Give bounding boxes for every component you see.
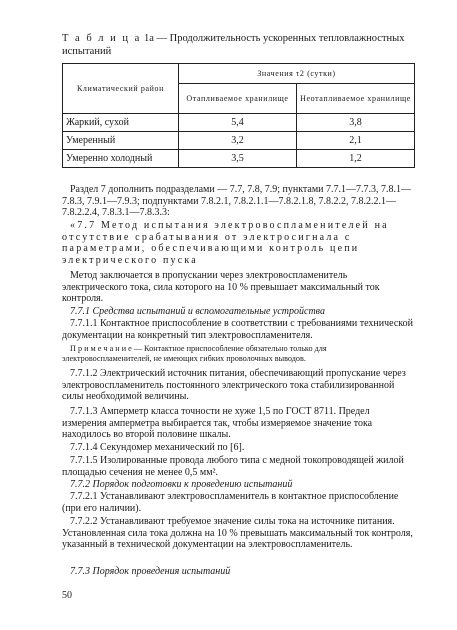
table-row (63, 132, 415, 150)
table-row (63, 150, 415, 168)
header-region: Климатический район (63, 64, 179, 114)
table-caption-title: — Продолжительность ускоренных тепловлажностных испытаний (62, 33, 405, 57)
table-caption-number: 1а (143, 33, 154, 44)
header-unheated: Неотапливаемое хранилище (297, 84, 415, 114)
duration-table (62, 63, 415, 168)
subsection-heading: 7.7.2 Порядок подготовки к проведению испытаний (70, 479, 293, 490)
subsection-heading: 7.7.3 Порядок проведения испытаний (70, 566, 231, 577)
header-heated: Отапливаемое хранилище (179, 84, 297, 114)
paragraph: Раздел 7 дополнить подразделами — 7.7, 7.8, 7.9; пунктами 7.7.1—7.7.3, 7.8.1—7.8.3, 7.9.1—7.9.3; подпунктами 7.8.2.1, 7.8.2.1.1—7.8.2.1.8, 7.8.2.2, 7.8.2.2.1—7.8.2.2.4, 7.8.3.1—7.8.3.3: (62, 184, 412, 219)
paragraph: 7.7.2.1 Устанавливают электровоспламенитель в контактное приспособление (при его наличии). (62, 491, 399, 514)
cell-heated: 3,2 (179, 132, 297, 150)
paragraph: Метод заключается в пропускании через электровоспламенитель электрического тока, сила которого на 10 % превышает максимальный ток контроля. (62, 270, 380, 305)
table-caption-prefix: Т а б л и ц а (62, 33, 142, 44)
subsection-heading: 7.7.1 Средства испытаний и вспомогательные устройства (70, 306, 325, 317)
paragraph: 7.7.1.4 Секундомер механический по [6]. (70, 442, 245, 453)
table-caption (62, 32, 412, 58)
section-heading: «7.7 Метод испытания электровоспламенителей на отсутствие срабатывания от электросигнала с параметрами, обеспечивающими контроль цепи электрического пуска (62, 220, 389, 266)
cell-unheated: 2,1 (297, 132, 415, 150)
paragraph: 7.7.1.1 Контактное приспособление в соответствии с требованиями технической документации на конкретный тип электровоспламенителя. (62, 318, 413, 341)
cell-unheated: 3,8 (297, 114, 415, 132)
note: П р и м е ч а н и е — Контактное приспособление обязательно только для электровоспламенителей, не имеющих гибких проволочных выводов. (62, 344, 327, 363)
paragraph: 7.7.1.2 Электрический источник питания, обеспечивающий пропускание через электровоспламенитель постоянного электрического тока стабилизированной силы необходимой величины. (62, 368, 406, 403)
cell-region: Жаркий, сухой (63, 114, 179, 132)
table-row (63, 114, 415, 132)
cell-region: Умеренный (63, 132, 179, 150)
paragraph: 7.7.1.5 Изолированные провода любого типа с медной токопроводящей жилой площадью сечения не менее 0,5 мм². (62, 455, 404, 478)
header-values: Значения τ2 (сутки) (179, 64, 415, 84)
page-number: 50 (62, 590, 72, 601)
paragraph: 7.7.2.2 Устанавливают требуемое значение силы тока на источнике питания. Установленная сила тока должна на 10 % превышать максимальный ток контроля, указанный в технической документации на электровоспламенитель. (62, 516, 413, 551)
cell-heated: 5,4 (179, 114, 297, 132)
cell-unheated: 1,2 (297, 150, 415, 168)
cell-region: Умеренно холодный (63, 150, 179, 168)
paragraph: 7.7.1.3 Амперметр класса точности не хуже 1,5 по ГОСТ 8711. Предел измерения амперметра выбирается так, чтобы измеряемое значение тока находилось во второй половине шкалы. (62, 406, 373, 441)
cell-heated: 3,5 (179, 150, 297, 168)
